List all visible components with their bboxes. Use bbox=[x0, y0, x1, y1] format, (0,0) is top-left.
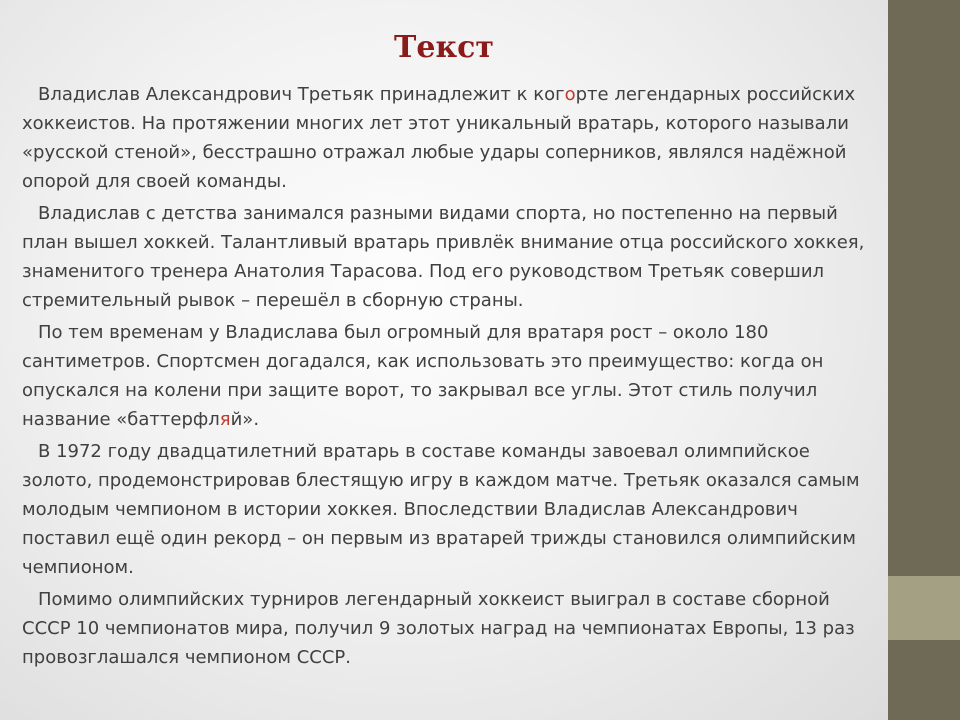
slide-body bbox=[22, 80, 874, 672]
paragraph-1-text-a: Владислав Александрович Третьяк принадлежит к ког bbox=[38, 84, 565, 105]
paragraph-3 bbox=[22, 318, 874, 434]
paragraph-1 bbox=[22, 80, 874, 196]
paragraph-3-text-a: По тем временам у Владислава был огромный для вратаря рост – около 180 сантиметров. Спортсмен догадался, как использовать это преимущество: когда он опускался на колени при защите ворот, то закрывал все углы. Этот стиль получил название «баттерфл bbox=[22, 322, 824, 430]
side-decoration-accent bbox=[888, 576, 960, 640]
stress-mark-letter: о bbox=[564, 84, 576, 105]
paragraph-5: Помимо олимпийских турниров легендарный хоккеист выиграл в составе сборной СССР 10 чемпионатов мира, получил 9 золотых наград на чемпионатах Европы, 13 раз провозглашался чемпионом СССР. bbox=[22, 589, 855, 668]
paragraph-4: В 1972 году двадцатилетний вратарь в составе команды завоевал олимпийское золото, продемонстрировав блестящую игру в каждом матче. Третьяк оказался самым молодым чемпионом в истории хоккея. Впоследствии Владислав Александрович поставил ещё один рекорд – он первым из вратарей трижды становился олимпийским чемпионом. bbox=[22, 441, 860, 578]
paragraph-2: Владислав с детства занимался разными видами спорта, но постепенно на первый план вышел хоккей. Талантливый вратарь привлёк внимание отца российского хоккея, знаменитого тренера Анатолия Тарасова. Под его руководством Третьяк совершил стремительный рывок – перешёл в сборную страны. bbox=[22, 203, 865, 311]
paragraph-3-text-b: й». bbox=[230, 409, 260, 430]
stress-mark-letter: я bbox=[219, 409, 231, 430]
slide-title: Текст bbox=[394, 30, 494, 65]
paragraph-1-text-b: рте легендарных российских хоккеистов. На протяжении многих лет этот уникальный вратарь, которого называли «русской стеной», бесстрашно отражал любые удары соперников, являлся надёжной опорой для своей команды. bbox=[22, 84, 856, 192]
